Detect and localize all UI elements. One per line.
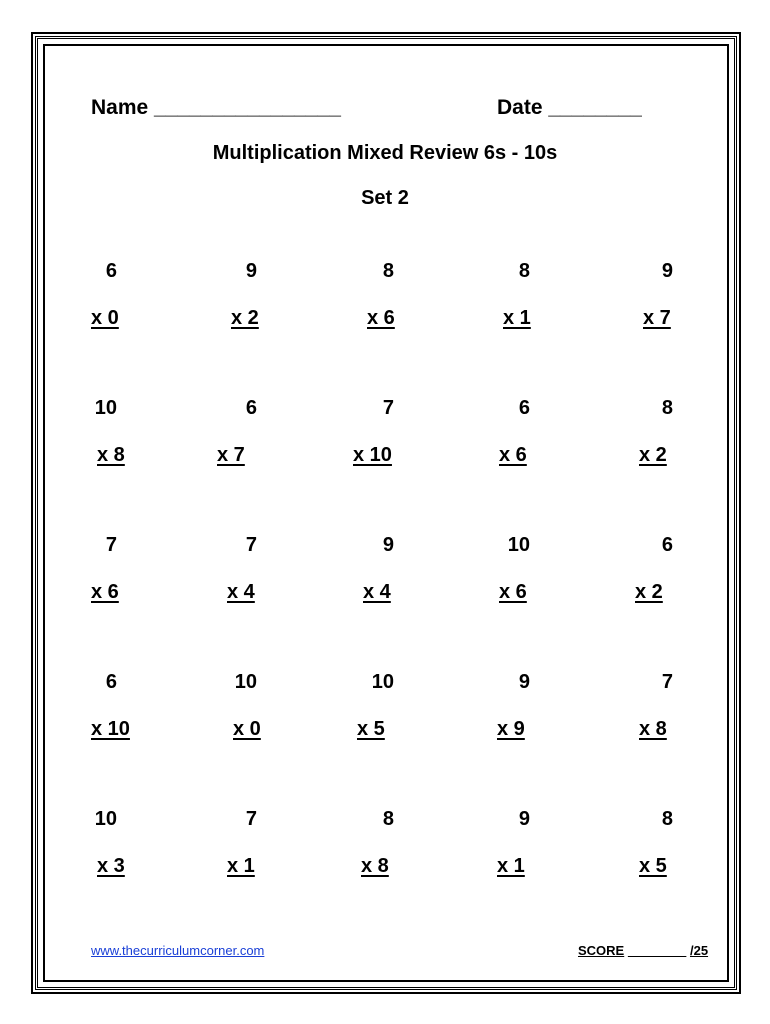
problem-multiplier: x 7 xyxy=(217,444,245,466)
name-field-label: Name ________________ xyxy=(91,96,341,119)
problem-multiplier: x 1 xyxy=(503,307,531,329)
problem-multiplier: x 4 xyxy=(227,581,255,603)
problem-multiplicand: 7 xyxy=(382,397,394,419)
problem-multiplicand: 7 xyxy=(105,534,117,556)
problem-multiplicand: 6 xyxy=(518,397,530,419)
problem-multiplier: x 5 xyxy=(639,855,667,877)
problem-multiplicand: 9 xyxy=(382,534,394,556)
problem-multiplicand: 10 xyxy=(94,808,117,830)
score-box xyxy=(578,943,708,958)
problem-multiplier: x 5 xyxy=(357,718,385,740)
problem-multiplier: x 6 xyxy=(499,444,527,466)
problem-multiplicand: 9 xyxy=(518,671,530,693)
problem-multiplicand: 6 xyxy=(105,671,117,693)
worksheet-title: Multiplication Mixed Review 6s - 10s xyxy=(212,142,558,164)
problem-multiplier: x 3 xyxy=(97,855,125,877)
problem-multiplier: x 10 xyxy=(353,444,392,466)
problem-multiplier: x 0 xyxy=(233,718,261,740)
problem-multiplier: x 9 xyxy=(497,718,525,740)
problem-multiplicand: 10 xyxy=(371,671,394,693)
date-field-label: Date ________ xyxy=(497,96,642,119)
problem-multiplicand: 6 xyxy=(661,534,673,556)
worksheet-subtitle: Set 2 xyxy=(361,187,409,209)
score-blank xyxy=(628,943,687,958)
problem-multiplier: x 0 xyxy=(91,307,119,329)
problem-multiplier: x 6 xyxy=(91,581,119,603)
problem-multiplicand: 9 xyxy=(518,808,530,830)
problem-multiplicand: 8 xyxy=(382,808,394,830)
score-label: SCORE xyxy=(578,943,625,958)
problem-multiplier: x 8 xyxy=(361,855,389,877)
score-total: /25 xyxy=(689,943,709,958)
problem-multiplier: x 1 xyxy=(227,855,255,877)
problem-multiplicand: 6 xyxy=(245,397,257,419)
problem-multiplier: x 4 xyxy=(363,581,391,603)
page-border-inner xyxy=(43,44,729,982)
problem-multiplier: x 2 xyxy=(231,307,259,329)
problem-multiplier: x 1 xyxy=(497,855,525,877)
problem-multiplier: x 6 xyxy=(367,307,395,329)
problem-multiplier: x 6 xyxy=(499,581,527,603)
problem-multiplier: x 2 xyxy=(639,444,667,466)
problem-multiplicand: 8 xyxy=(661,808,673,830)
problem-multiplicand: 7 xyxy=(245,534,257,556)
problem-multiplier: x 10 xyxy=(91,718,130,740)
problem-multiplicand: 8 xyxy=(382,260,394,282)
problem-multiplicand: 10 xyxy=(507,534,530,556)
problem-multiplicand: 6 xyxy=(105,260,117,282)
problem-multiplicand: 10 xyxy=(234,671,257,693)
problem-multiplier: x 2 xyxy=(635,581,663,603)
problem-multiplicand: 8 xyxy=(518,260,530,282)
problem-multiplier: x 7 xyxy=(643,307,671,329)
problem-multiplicand: 9 xyxy=(245,260,257,282)
problem-multiplicand: 8 xyxy=(661,397,673,419)
footer-website-link[interactable]: www.thecurriculumcorner.com xyxy=(91,943,265,958)
problem-multiplicand: 7 xyxy=(245,808,257,830)
problem-multiplier: x 8 xyxy=(639,718,667,740)
problem-multiplicand: 9 xyxy=(661,260,673,282)
problem-multiplicand: 10 xyxy=(94,397,117,419)
problem-multiplier: x 8 xyxy=(97,444,125,466)
problem-multiplicand: 7 xyxy=(661,671,673,693)
